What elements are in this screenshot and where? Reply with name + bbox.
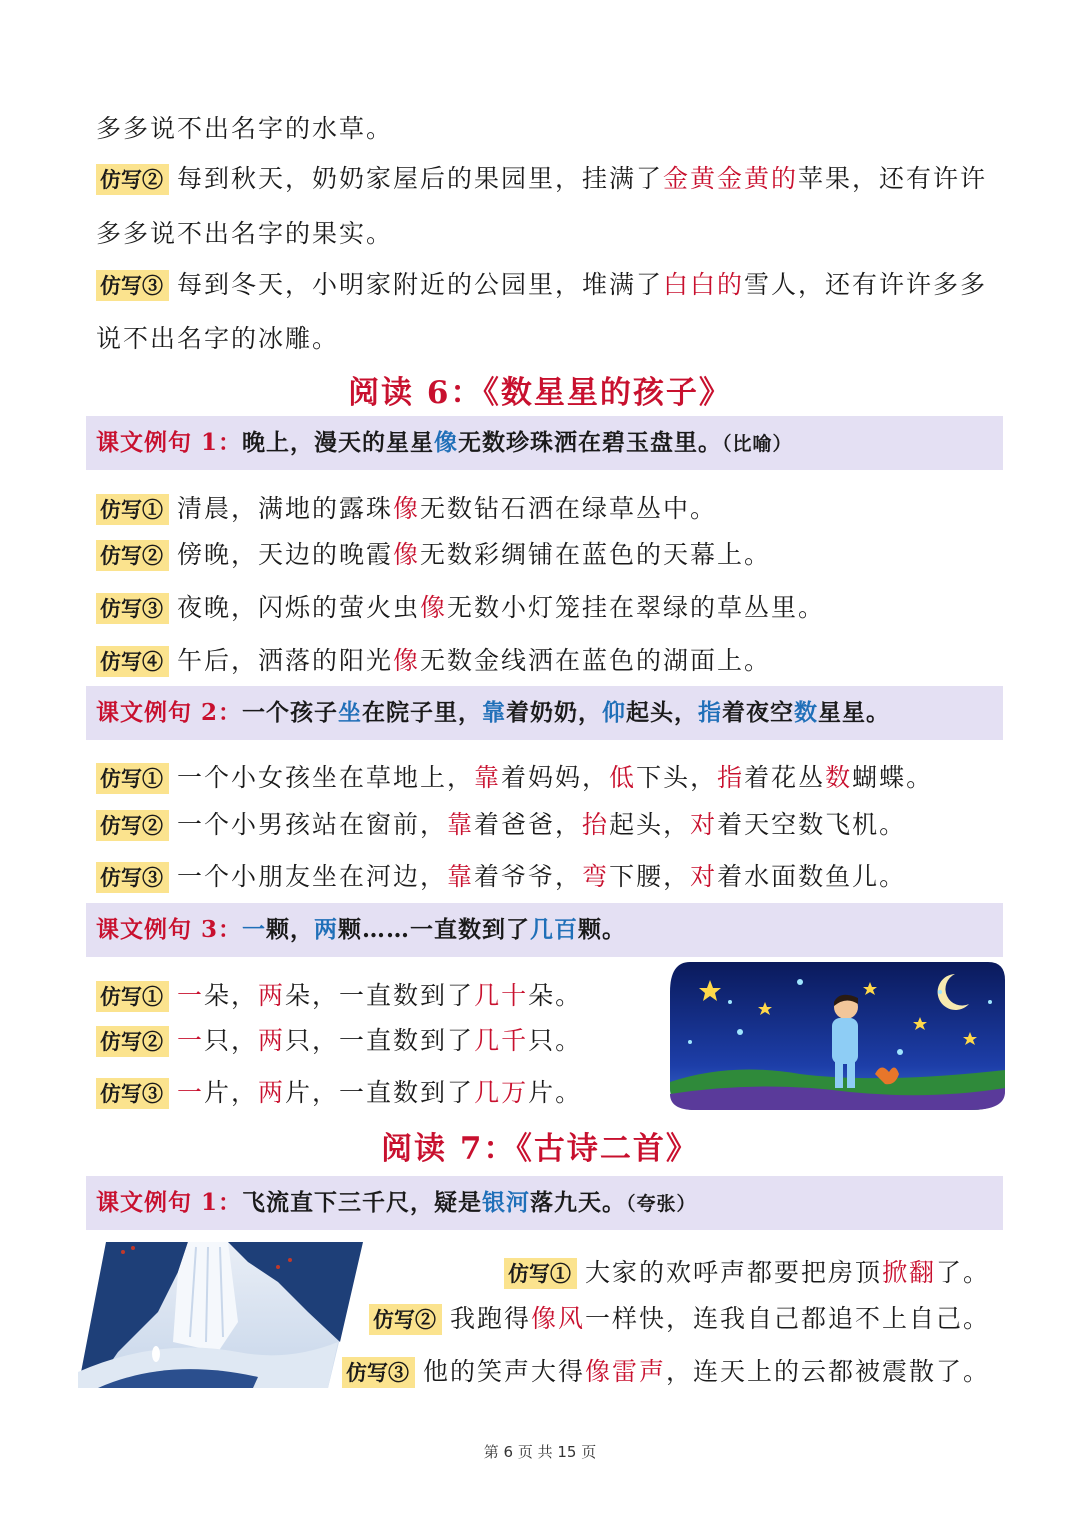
imitation-tag: 仿写④ <box>96 646 169 677</box>
waterfall-painting-image <box>78 1242 363 1388</box>
example-band: 课文例句 1：晚上，漫天的星星像无数珍珠洒在碧玉盘里。（比喻） <box>86 416 1003 470</box>
imitation-tag: 仿写③ <box>342 1357 415 1388</box>
imitation-tag: 仿写② <box>96 164 169 195</box>
imitation-tag: 仿写② <box>96 540 169 571</box>
text-line: 多多说不出名字的水草。 <box>96 114 394 143</box>
imitation-line: 仿写① 一朵，两朵，一直数到了几十朵。 <box>96 979 582 1014</box>
imitation-tag: 仿写② <box>96 810 169 841</box>
imitation-line: 仿写③ 夜晚，闪烁的萤火虫像无数小灯笼挂在翠绿的草丛里。 <box>96 591 825 626</box>
imitation-line: 仿写② 每到秋天，奶奶家屋后的果园里，挂满了金黄金黄的苹果，还有许许 <box>96 162 987 197</box>
imitation-line: 仿写② 傍晚，天边的晚霞像无数彩绸铺在蓝色的天幕上。 <box>96 538 771 573</box>
imitation-tag: 仿写② <box>96 1026 169 1057</box>
imitation-tag: 仿写① <box>96 981 169 1012</box>
text-line: 说不出名字的冰雕。 <box>96 324 340 353</box>
imitation-tag: 仿写① <box>96 494 169 525</box>
text-line: 多多说不出名字的果实。 <box>96 219 394 248</box>
imitation-line: 仿写③ 他的笑声大得像雷声，连天上的云都被震散了。 <box>342 1355 990 1390</box>
imitation-line: 仿写④ 午后，洒落的阳光像无数金线洒在蓝色的湖面上。 <box>96 644 771 679</box>
imitation-tag: 仿写③ <box>96 862 169 893</box>
imitation-line: 仿写① 一个小女孩坐在草地上，靠着妈妈，低下头，指着花丛数蝴蝶。 <box>96 761 933 796</box>
imitation-tag: 仿写③ <box>96 1078 169 1109</box>
imitation-line: 仿写② 一个小男孩站在窗前，靠着爸爸，抬起头，对着天空数飞机。 <box>96 808 906 843</box>
imitation-tag: 仿写③ <box>96 270 169 301</box>
example-band: 课文例句 2：一个孩子坐在院子里，靠着奶奶，仰起头，指着夜空数星星。 <box>86 686 1003 740</box>
imitation-tag: 仿写③ <box>96 593 169 624</box>
imitation-line: 仿写③ 一片，两片，一直数到了几万片。 <box>96 1076 582 1111</box>
imitation-line: 仿写② 我跑得像风一样快，连我自己都追不上自己。 <box>369 1302 990 1337</box>
imitation-tag: 仿写① <box>504 1258 577 1289</box>
page-footer: 第 6 页 共 15 页 <box>483 1443 597 1461</box>
section-title: 阅读 6：《数星星的孩子》 <box>348 375 732 411</box>
imitation-tag: 仿写② <box>369 1304 442 1335</box>
night-sky-child-stars-image <box>670 962 1005 1110</box>
imitation-line: 仿写③ 每到冬天，小明家附近的公园里，堆满了白白的雪人，还有许许多多 <box>96 268 987 303</box>
imitation-tag: 仿写① <box>96 763 169 794</box>
example-band: 课文例句 3：一颗，两颗……一直数到了几百颗。 <box>86 903 1003 957</box>
imitation-line: 仿写① 清晨，满地的露珠像无数钻石洒在绿草丛中。 <box>96 492 717 527</box>
imitation-line: 仿写② 一只，两只，一直数到了几千只。 <box>96 1024 582 1059</box>
imitation-line: 仿写③ 一个小朋友坐在河边，靠着爷爷，弯下腰，对着水面数鱼儿。 <box>96 860 906 895</box>
example-band: 课文例句 1：飞流直下三千尺，疑是银河落九天。（夸张） <box>86 1176 1003 1230</box>
imitation-line: 仿写① 大家的欢呼声都要把房顶掀翻了。 <box>504 1256 990 1291</box>
section-title: 阅读 7：《古诗二首》 <box>381 1131 699 1167</box>
